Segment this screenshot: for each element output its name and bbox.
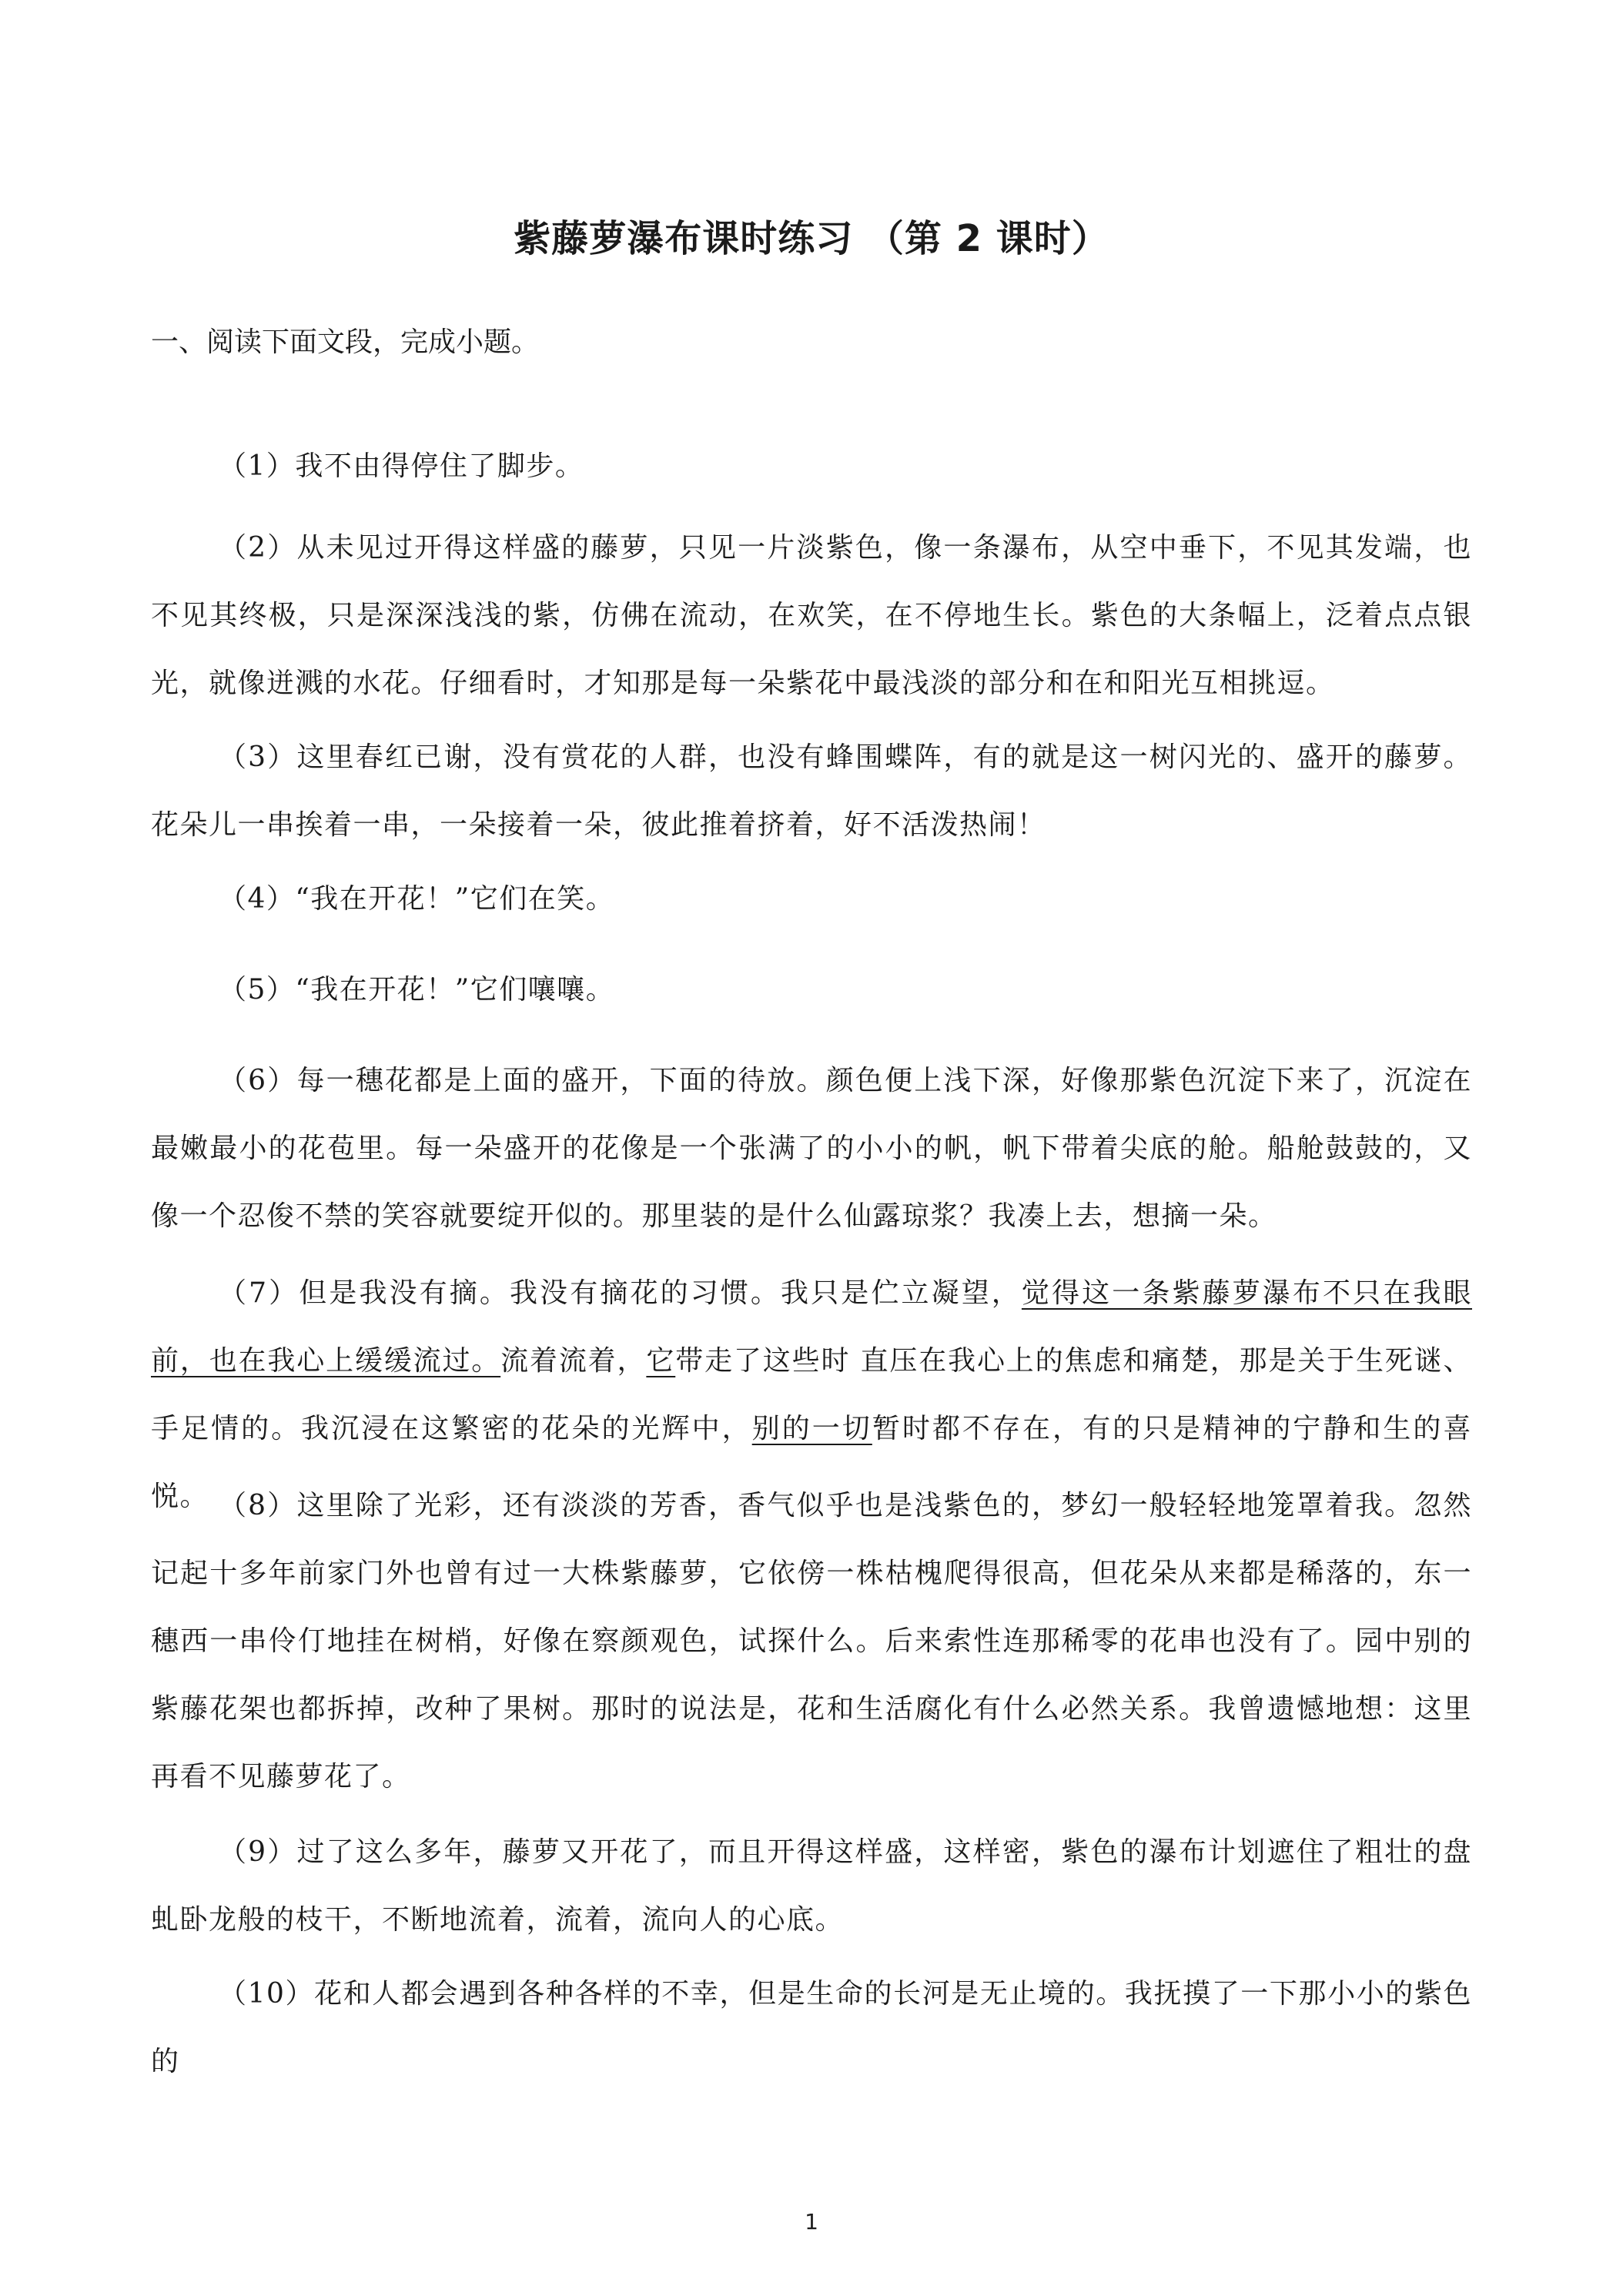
- paragraph-7-underlined-sentence: 觉得这一条紫藤萝瀑布不只在我眼前，也在我心上缓缓流过。: [151, 1277, 1472, 1377]
- paragraph-10: （10）花和人都会遇到各种各样的不幸，但是生命的长河是无止境的。我抚摸了一下那小小的紫色的: [151, 1978, 1472, 2077]
- paragraph-2: （2）从未见过开得这样盛的藤萝，只见一片淡紫色，像一条瀑布，从空中垂下，不见其发端，也不见其终极，只是深深浅浅的紫，仿佛在流动，在欢笑，在不停地生长。紫色的大条幅上，泛着点点银光，就像迸溅的水花。仔细看时，才知那是每一朵紫花中最浅淡的部分和在和阳光互相挑逗。: [151, 532, 1472, 699]
- paragraph-8: （8）这里除了光彩，还有淡淡的芳香，香气似乎也是浅紫色的，梦幻一般轻轻地笼罩着我。忽然记起十多年前家门外也曾有过一大株紫藤萝，它依傍一株枯槐爬得很高，但花朵从来都是稀落的，东一穗西一串伶仃地挂在树梢，好像在察颜观色，试探什么。后来索性连那稀零的花串也没有了。园中别的紫藤花架也都拆掉，改种了果树。那时的说法是，花和生活腐化有什么必然关系。我曾遗憾地想：这里再看不见藤萝花了。: [151, 1490, 1472, 1792]
- paragraph-7-text-e: 带走了这些时 直压在我心上的焦虑和痛楚，那是关于生死谜、手足情的。我沉浸在这繁密的花朵的光辉中，: [151, 1345, 1472, 1444]
- paragraph-7-underlined-everything-else: 别的一切: [751, 1413, 872, 1444]
- paragraph-7-underlined-it: 它: [646, 1345, 676, 1377]
- page-title: 紫藤萝瀑布课时练习 （第 2 课时）: [514, 217, 1109, 260]
- section-heading: 一、阅读下面文段，完成小题。: [151, 326, 540, 358]
- paragraph-4: （4）“我在开花！”它们在笑。: [219, 883, 615, 915]
- page-number: 1: [805, 2209, 818, 2234]
- paragraph-7-text-c: 流着流着，: [500, 1345, 647, 1377]
- paragraph-9: （9）过了这么多年，藤萝又开花了，而且开得这样盛，这样密，紫色的瀑布计划遮住了粗壮的盘虬卧龙般的枝干，不断地流着，流着，流向人的心底。: [151, 1836, 1472, 1936]
- paragraph-7-text-g: 暂时都不存在，有的只是精神的宁静和生的喜悦。: [151, 1413, 1472, 1512]
- paragraph-5: （5）“我在开花！”它们嚷嚷。: [219, 974, 615, 1006]
- paragraph-7-text-a: （7）但是我没有摘。我没有摘花的习惯。我只是伫立凝望，: [219, 1277, 1022, 1309]
- paragraph-6: （6）每一穗花都是上面的盛开，下面的待放。颜色便上浅下深，好像那紫色沉淀下来了，沉淀在最嫩最小的花苞里。每一朵盛开的花像是一个张满了的小小的帆，帆下带着尖底的舱。船舱鼓鼓的，又像一个忍俊不禁的笑容就要绽开似的。那里装的是什么仙露琼浆？我凑上去，想摘一朵。: [151, 1065, 1472, 1232]
- paragraph-3: （3）这里春红已谢，没有赏花的人群，也没有蜂围蝶阵，有的就是这一树闪光的、盛开的藤萝。花朵儿一串挨着一串，一朵接着一朵，彼此推着挤着，好不活泼热闹！: [151, 741, 1472, 841]
- paragraph-1: （1）我不由得停住了脚步。: [219, 450, 584, 482]
